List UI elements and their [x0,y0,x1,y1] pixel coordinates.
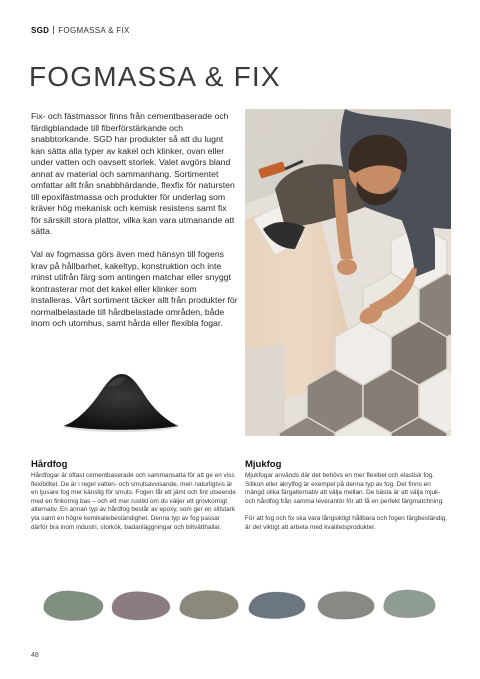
mjukfog-heading: Mjukfog [245,459,282,470]
page-number: 48 [31,652,39,659]
hardfog-text: Hårdfogar är oftast cementbaserade och sammansatta för att ge en viss flexibilitet. De är i regel vatten- och smutsavvisande, men naturligtvis är en ljusare fog mer känslig för smuts. Fogen får ett jämt och fint utseende med en finkornig bas – och ett mer rustikt om du väljer ett grovkornigt alternativ. En annan typ av hårdfog består av epoxy, som ger en slitstark yta samt en högre kemikaliebeständighet. Denna typ av fog passar därför bra inom industri, storkök, badanläggningar och biltvätthallar. [31,472,236,531]
grout-swatch [112,592,170,620]
grout-swatch [44,591,103,621]
running-header [31,26,130,35]
grout-swatch [384,590,436,618]
grout-swatch [318,592,374,620]
mjukfog-section [245,459,451,541]
section-name: FOGMASSA & FIX [58,26,130,35]
page-title: FOGMASSA & FIX [29,61,281,92]
hardfog-section [31,459,236,541]
intro-paragraph-1: Fix- och fästmassor finns från cementbaserade och färdigblandade till fiberförstärkande och snabbtorkande. SGD har produkter så att du lugnt kan sätta alla typer av kakel och klinker, ovan eller under vatten och oavsett storlek. Valet avgörs bland annat av material och sammanhang. Sortimentet omfattar allt från snabbhärdande, flexfix för natursten till epoxifästmassa och produkter för underlag som kräver hög mekanisk och kemisk resistens samt fix för särskilt stora plattor, vilka kan vara utmanande att sätta. [31,111,235,236]
powder-pile-image [60,368,182,434]
hardfog-heading: Hårdfog [31,459,68,470]
header-divider [53,26,54,34]
grout-swatches [40,584,440,624]
tiler-photo [245,109,451,436]
mjukfog-paragraph-1: Mjukfogar används där det behövs en mer flexibel och elastisk fog. Silikon eller akrylfog är exempel på denna typ av fog. Det finns en mängd olika färgalternativ att välja mellan. De bästa är att välja mjuk- och hårdfog från samma leverantör för att få en perfekt färgmatchning. [245,472,444,505]
mjukfog-paragraph-2: För att fog och fix ska vara långsiktigt hållbara och fogen färgbeständig, är det viktigt att arbeta med kvalitetsprodukter. [245,514,448,531]
brand-name: SGD [31,26,50,35]
grout-swatch [249,592,305,619]
intro-text [31,111,239,341]
grout-swatch [180,591,239,620]
intro-paragraph-2: Val av fogmassa görs även med hänsyn till fogens krav på hållbarhet, kakeltyp, konstruktion och inte minst utifrån färg som antingen matchar eller snyggt kontrasterar mot det kakel eller klinker som installeras. Vårt sortiment täcker allt från produkter för normalbelastade till hårdbelastade områden, både inom och utomhus, samt hårda eller flexibla fogar. [31,249,238,328]
